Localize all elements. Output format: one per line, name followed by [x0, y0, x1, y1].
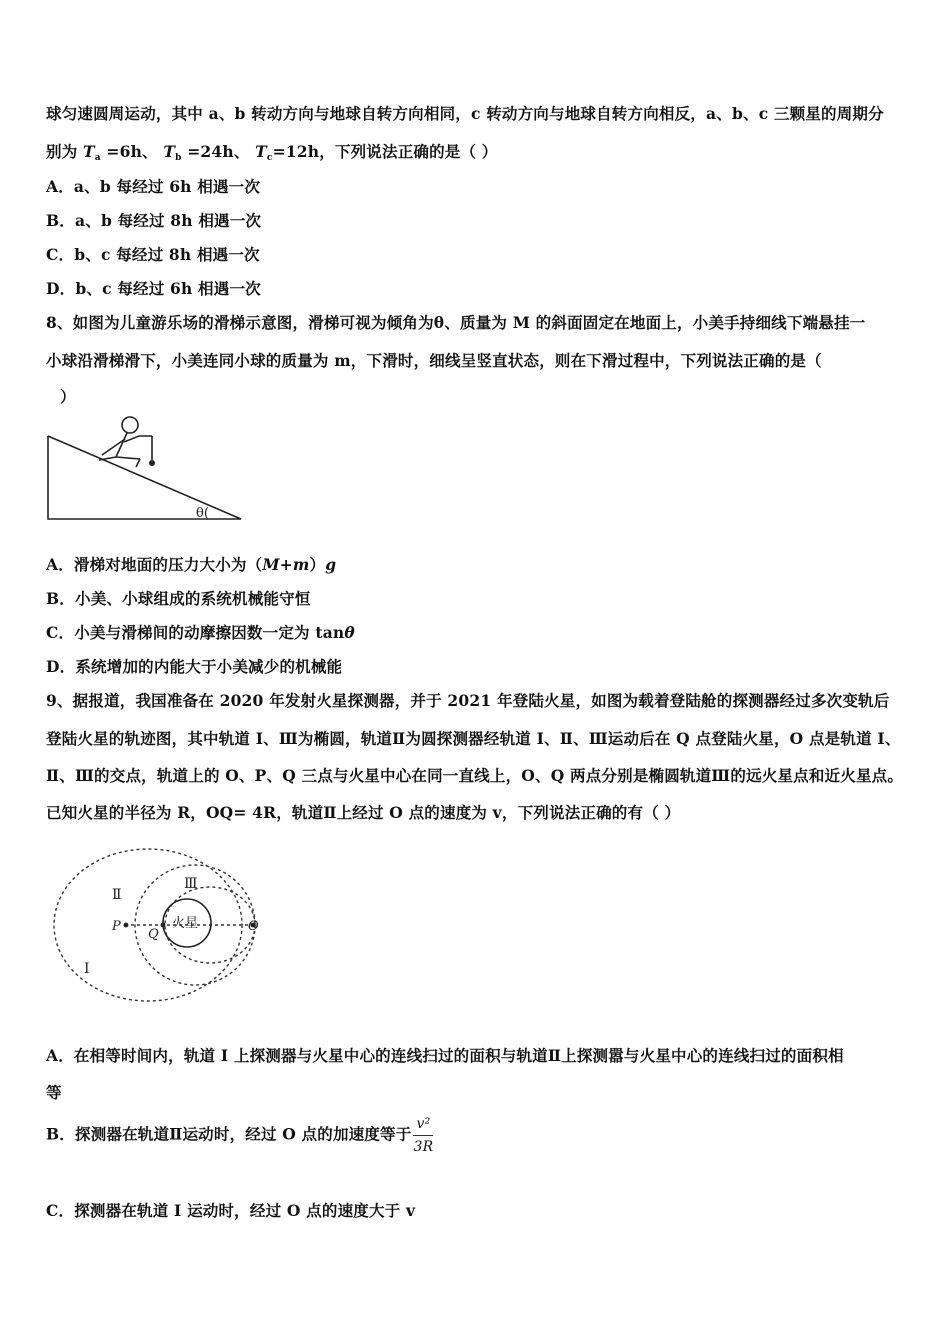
q7-Ta-symbol: T	[83, 142, 95, 161]
slide-diagram	[44, 412, 249, 524]
point-o-label: O	[248, 919, 259, 934]
q9-option-a-line2: 等	[46, 1083, 62, 1102]
q7-option-b: B．a、b 每经过 8h 相遇一次	[46, 211, 262, 230]
fraction-denominator: 3R	[413, 1139, 434, 1155]
q7-Tb-value: =24h、	[181, 142, 250, 161]
q9-option-a-line1: A．在相等时间内，轨道 I 上探测器与火星中心的连线扫过的面积与轨道Ⅱ上探测嚣与火星中心的连线扫过的面积相	[46, 1046, 844, 1065]
mars-label: 火星	[172, 916, 199, 931]
q7-option-c: C．b、c 每经过 8h 相遇一次	[46, 245, 260, 264]
point-q-dot	[161, 923, 166, 928]
q8-option-c-theta: θ	[344, 623, 355, 642]
point-p-dot	[124, 923, 129, 928]
q8-stem-line1: 8、如图为儿童游乐场的滑梯示意图，滑梯可视为倾角为θ、质量为 M 的斜面固定在地面上，小美手持细线下端悬挂一	[46, 313, 866, 332]
q9-stem-line2: 登陆火星的轨迹图，其中轨道 I、Ⅲ为椭圆，轨道Ⅱ为圆探测器经轨道 I、Ⅱ、Ⅲ运动后在 Q 点登陆火星，O 点是轨道 I、	[46, 729, 901, 748]
fraction-numerator: v²	[413, 1116, 433, 1136]
q8-option-b: B．小美、小球组成的系统机械能守恒	[46, 589, 311, 608]
q7-stem-line1: 球匀速圆周运动，其中 a、b 转动方向与地球自转方向相同，c 转动方向与地球自转方向相反，a、b、c 三颗星的周期分	[46, 104, 884, 123]
q8-option-a-suffix: ）	[309, 555, 326, 574]
q9-stem-line3: Ⅱ、Ⅲ的交点，轨道上的 O、P、Q 三点与火星中心在同一直线上，O、Q 两点分别是椭圆轨道Ⅲ的远火星点和近火星点。	[46, 766, 904, 785]
q9-stem-line4: 已知火星的半径为 R，OQ= 4R，轨道Ⅱ上经过 O 点的速度为 v，下列说法正确的有（ ）	[46, 803, 681, 822]
q9-option-b	[46, 1116, 433, 1155]
orbit-i	[54, 849, 242, 1001]
q7-Tc-symbol: T	[255, 142, 267, 161]
q8-option-a-expr: M+m	[262, 555, 310, 574]
q9-option-b-fraction	[413, 1116, 433, 1155]
q7-option-d: D．b、c 每经过 6h 相遇一次	[46, 279, 261, 298]
q8-option-c	[46, 621, 355, 643]
q8-option-d: D．系统增加的内能大于小美减少的机械能	[46, 657, 343, 676]
hanging-ball	[149, 460, 155, 466]
q7-Tb-subscript: b	[175, 153, 182, 163]
orbit-i-label: I	[84, 961, 90, 977]
child-arm-front	[124, 436, 152, 442]
q7-option-a: A．a、b 每经过 6h 相遇一次	[46, 177, 261, 196]
q8-stem-line2: 小球沿滑梯滑下，小美连同小球的质量为 m，下滑时，细线呈竖直状态，则在下滑过程中，下列说法正确的是（	[46, 351, 822, 370]
q9-option-b-prefix: B．探测器在轨道Ⅱ运动时，经过 O 点的加速度等于	[46, 1124, 412, 1144]
q8-option-a	[46, 553, 336, 575]
q7-Ta-value: =6h、	[100, 142, 158, 161]
q9-option-c: C．探测器在轨道 I 运动时，经过 O 点的速度大于 v	[46, 1201, 416, 1220]
q7-stem-prefix: 别为	[46, 142, 78, 161]
q7-Ta-subscript: a	[94, 153, 101, 163]
angle-theta-label: θ(	[196, 506, 209, 521]
q8-option-a-prefix: A．滑梯对地面的压力大小为（	[46, 555, 263, 574]
q7-Tc-value: =12h，下列说法正确的是（ ）	[272, 142, 498, 161]
child-leg-lower	[136, 459, 140, 467]
slide-incline	[48, 436, 241, 519]
q8-option-a-g: g	[325, 555, 337, 574]
q8-stem-line3: ）	[60, 387, 76, 406]
orbit-diagram	[50, 842, 295, 1007]
q7-stem-line2	[46, 140, 498, 163]
q7-Tb-symbol: T	[163, 142, 176, 161]
q9-stem-line1: 9、据报道，我国准备在 2020 年发射火星探测器，并于 2021 年登陆火星，如图为载着登陆舱的探测器经过多次变轨后	[46, 691, 890, 710]
point-q-label: Q	[148, 927, 159, 942]
point-p-label: P	[112, 919, 121, 934]
child-head	[122, 417, 138, 433]
child-leg-upper	[116, 457, 140, 459]
child-arm-back	[102, 439, 125, 455]
q7-Tc-subscript: c	[266, 153, 273, 163]
orbit-ii-label: Ⅱ	[112, 887, 122, 903]
q8-option-c-prefix: C．小美与滑梯间的动摩擦因数一定为 tan	[46, 623, 345, 642]
orbit-iii-label: Ⅲ	[184, 876, 198, 892]
